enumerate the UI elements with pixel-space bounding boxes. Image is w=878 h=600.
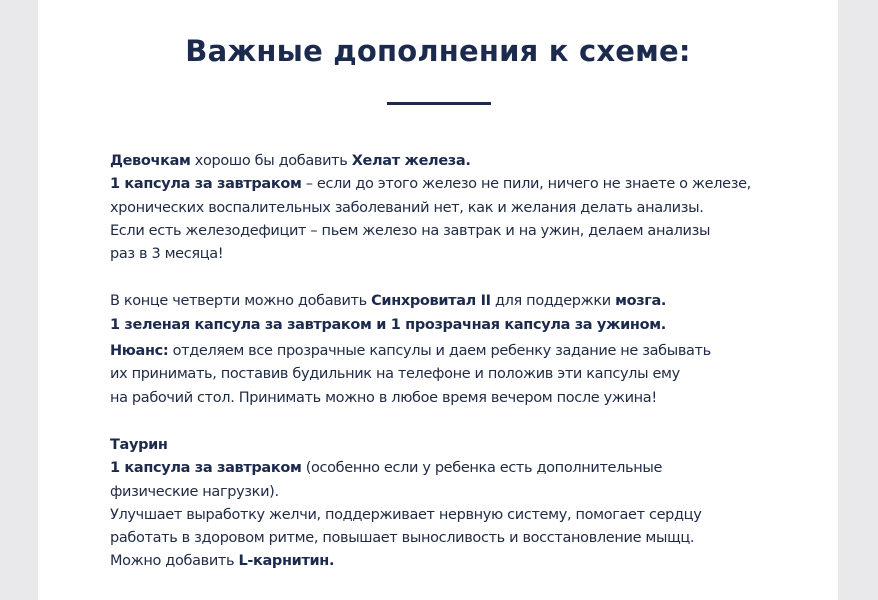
taurine-line-2: [110, 457, 810, 480]
iron-dosage: 1 капсула за завтраком: [110, 176, 302, 193]
taurine-dosage: 1 капсула за завтраком: [110, 460, 302, 477]
title-underline: [387, 102, 491, 105]
iron-line-1: [110, 150, 810, 173]
iron-line-3: хронических воспалительных заболеваний нет, как и желания делать анализы.: [110, 199, 704, 216]
synchro-product-name: Синхровитал II: [371, 293, 491, 310]
iron-section: [110, 150, 810, 266]
synchro-line-3: [110, 340, 810, 363]
iron-line-5: раз в 3 месяца!: [110, 246, 224, 263]
synchro-text: отделяем все прозрачные капсулы и даем ребенку задание не забывать: [168, 343, 711, 360]
taurine-line-6: [110, 550, 810, 573]
synchro-brain-label: мозга.: [615, 293, 667, 310]
synchro-text: В конце четверти можно добавить: [110, 293, 372, 310]
taurine-line-5: работать в здоровом ритме, повышает выносливость и восстановление мыщц.: [110, 530, 695, 547]
synchro-line-5: на рабочий стол. Принимать можно в любое время вечером после ужина!: [110, 389, 657, 406]
synchro-line-4: их принимать, поставив будильник на телефоне и положив эти капсулы ему: [110, 366, 680, 383]
iron-text: хорошо бы добавить: [190, 153, 352, 169]
synchro-dosage: 1 зеленая капсула за завтраком и 1 прозрачная капсула за ужином.: [110, 316, 666, 333]
taurine-section: [110, 434, 810, 574]
taurine-heading: [110, 434, 810, 457]
page-title: Важные дополнения к схеме:: [185, 34, 691, 68]
synchro-line-1: [110, 290, 810, 313]
synchro-text: для поддержки: [490, 293, 616, 310]
iron-product-name: Хелат железа.: [351, 153, 471, 169]
taurine-text: (особенно если у ребенка есть дополнительные: [301, 460, 663, 477]
taurine-line-3: физические нагрузки).: [110, 483, 279, 500]
taurine-line-4: Улучшает выработку желчи, поддерживает нервную систему, помогает сердцу: [110, 506, 702, 523]
synchro-nuance-label: Нюанс:: [110, 343, 169, 360]
synchrovital-section: [110, 290, 810, 409]
iron-line-2: [110, 173, 810, 196]
synchro-line-2: [110, 314, 810, 337]
iron-line-4: Если есть железодефицит – пьем железо на завтрак и на ужин, делаем анализы: [110, 222, 711, 239]
document-page: [38, 0, 838, 600]
taurine-text: Можно добавить: [110, 553, 239, 570]
document-body: [110, 150, 810, 574]
taurine-title: Таурин: [110, 436, 168, 453]
l-carnitine-name: L-карнитин.: [238, 553, 335, 570]
iron-text: – если до этого железо не пили, ничего не знаете о железе,: [301, 176, 751, 193]
iron-girls-label: Девочкам: [110, 153, 191, 169]
